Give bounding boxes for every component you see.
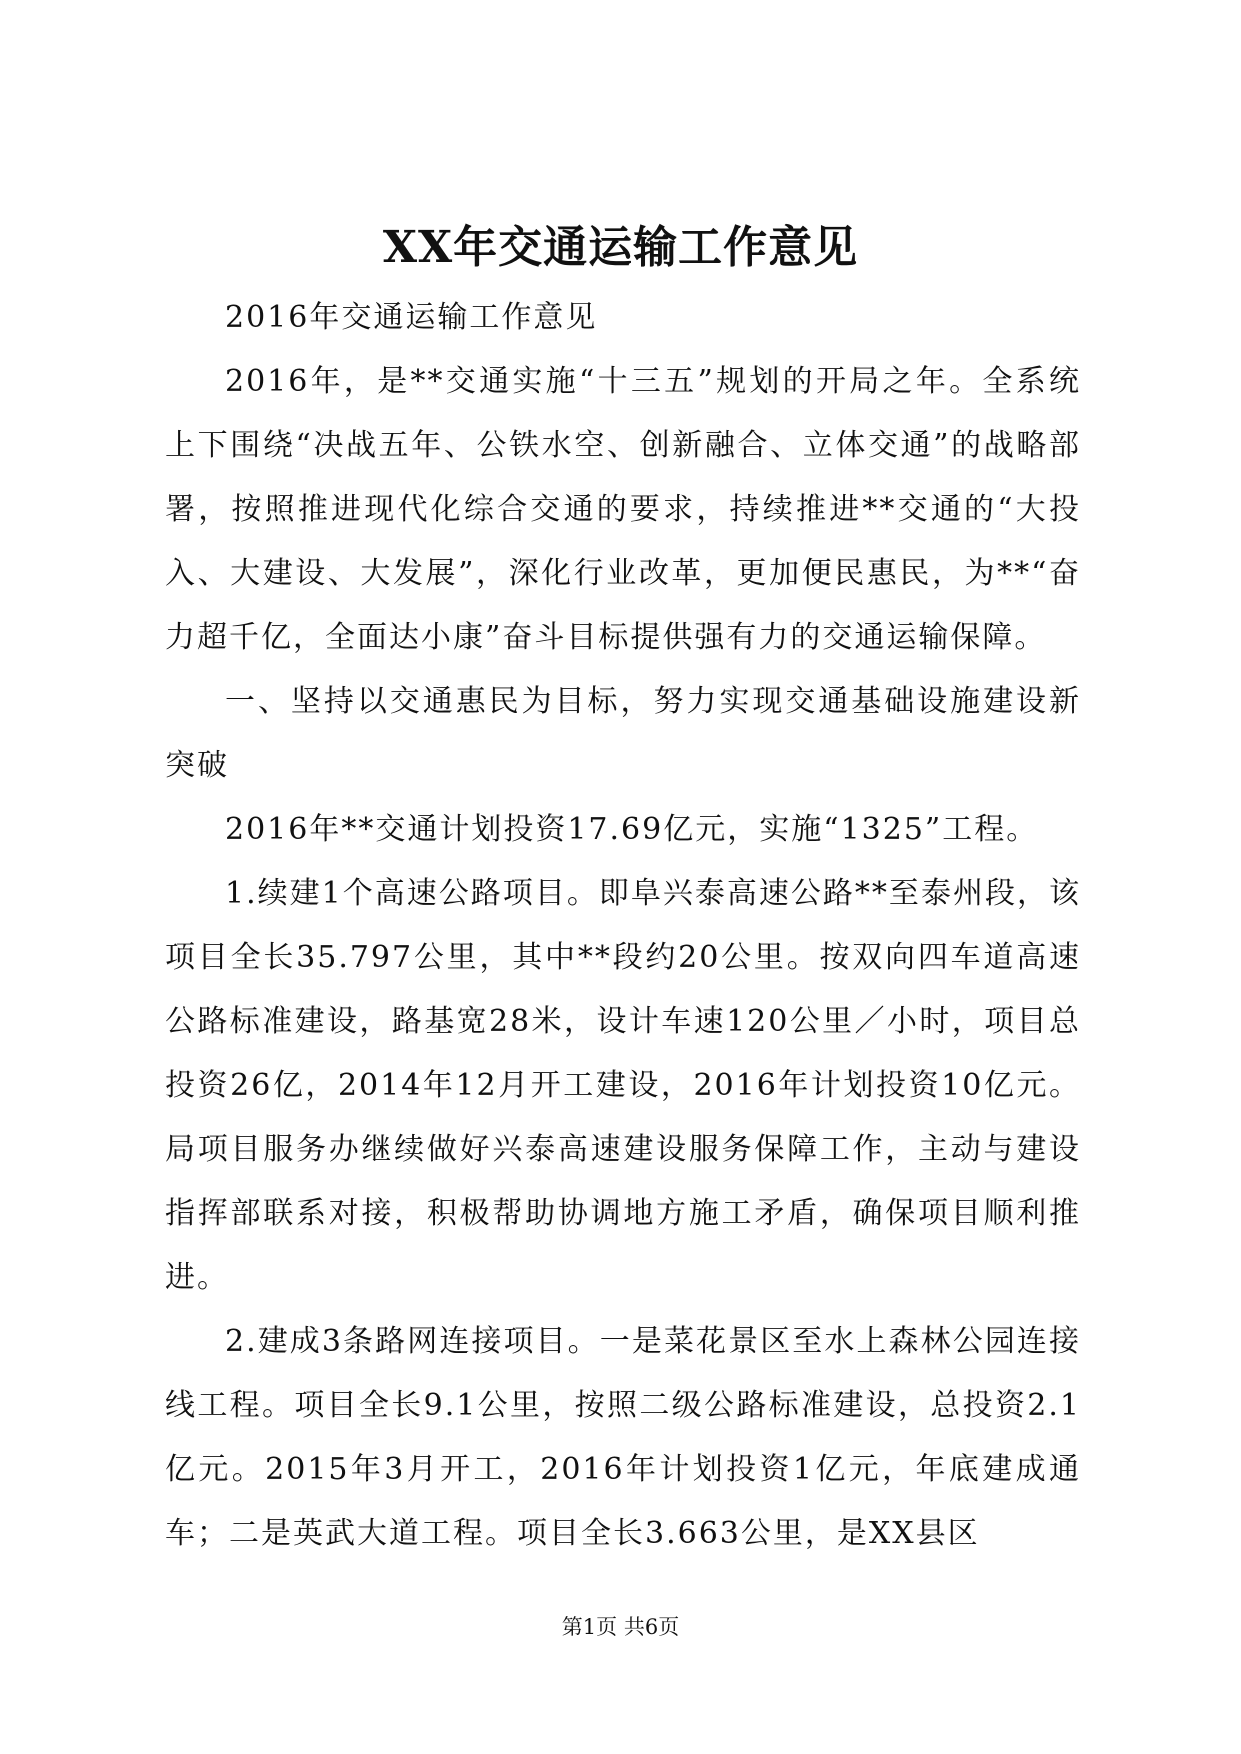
item-1-paragraph: 1.续建1个高速公路项目。即阜兴泰高速公路**至泰州段，该项目全长35.797公里，其中**段约20公里。按双向四车道高速公路标准建设，路基宽28米，设计车速120公里／小时，项目总投资26亿，2014年12月开工建设，2016年计划投资10亿元。局项目服务办继续做好兴泰高速建设服务保障工作，主动与建设指挥部联系对接，积极帮助协调地方施工矛盾，确保项目顺利推进。: [165, 876, 1081, 1295]
page-number-footer: 第1页 共6页: [561, 1615, 680, 1639]
item-2-paragraph: 2.建成3条路网连接项目。一是菜花景区至水上森林公园连接线工程。项目全长9.1公里，按照二级公路标准建设，总投资2.1亿元。2015年3月开工，2016年计划投资1亿元，年底建成通车；二是英武大道工程。项目全长3.663公里，是XX县区: [165, 1324, 1081, 1551]
section-heading-1: 一、坚持以交通惠民为目标，努力实现交通基础设施建设新突破: [165, 684, 1081, 783]
intro-paragraph: 2016年，是**交通实施“十三五”规划的开局之年。全系统上下围绕“决战五年、公铁水空、创新融合、立体交通”的战略部署，按照推进现代化综合交通的要求，持续推进**交通的“大投入、大建设、大发展”，深化行业改革，更加便民惠民，为**“奋力超千亿，全面达小康”奋斗目标提供强有力的交通运输保障。: [165, 364, 1081, 655]
document-body: [165, 286, 1081, 1566]
investment-paragraph: 2016年**交通计划投资17.69亿元，实施“1325”工程。: [225, 812, 1039, 847]
subtitle-paragraph: 2016年交通运输工作意见: [225, 300, 598, 335]
document-title: XX年交通运输工作意见: [382, 222, 859, 273]
